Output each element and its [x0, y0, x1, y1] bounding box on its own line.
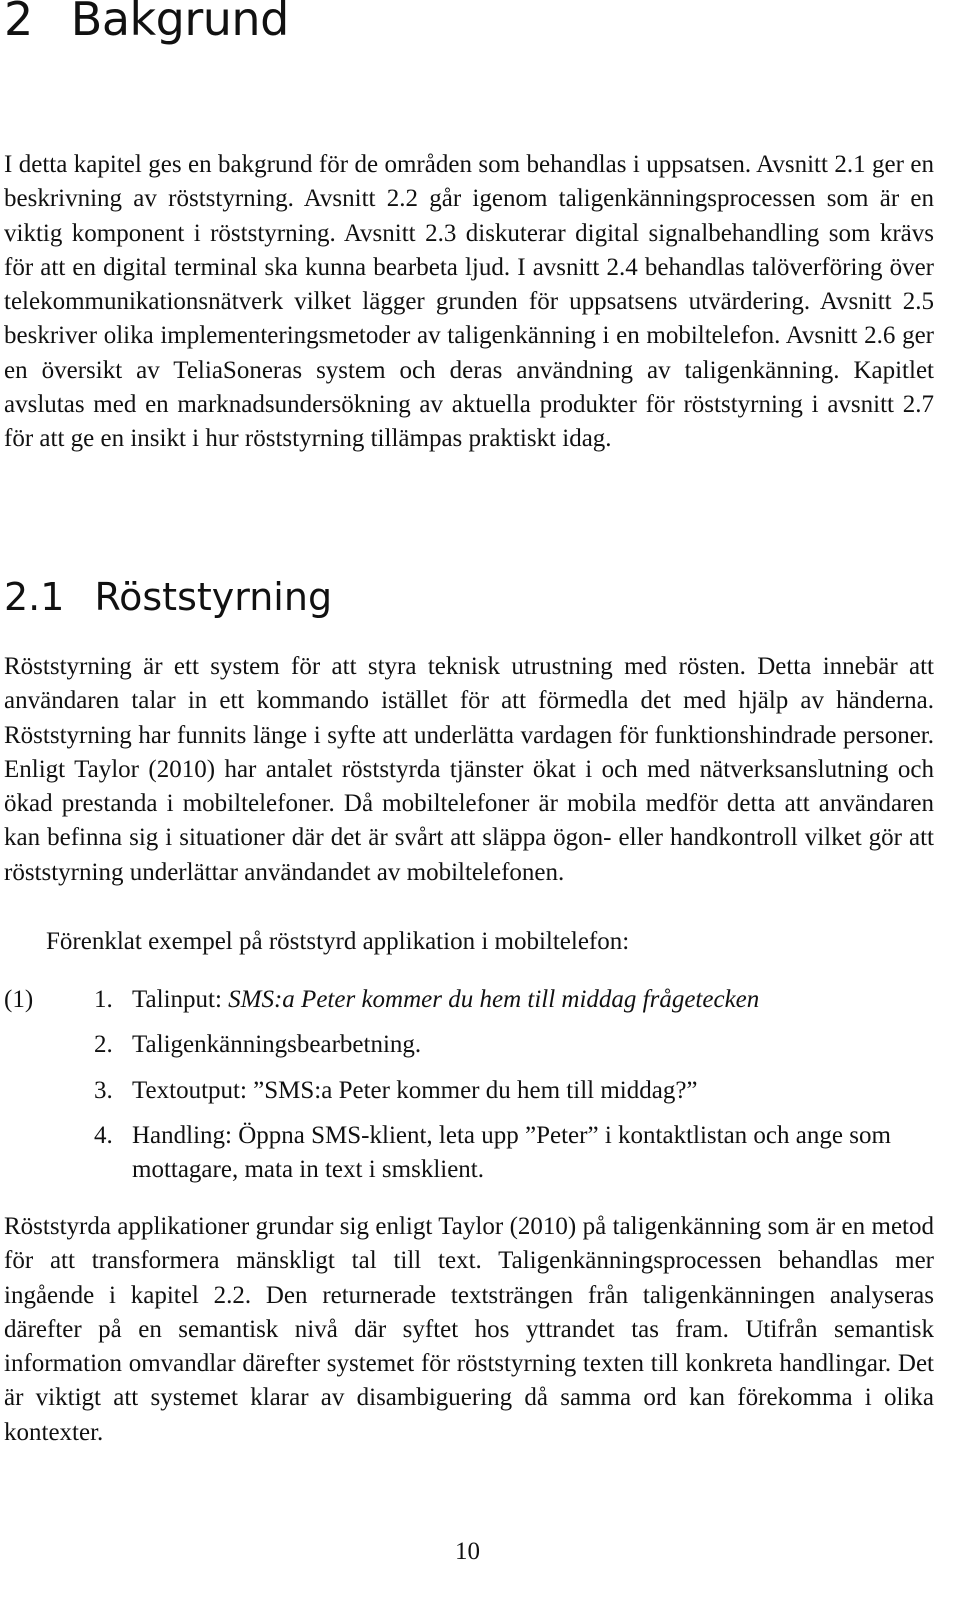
step-text: Taligenkänningsbearbetning.: [132, 1031, 422, 1059]
example-number: (1): [4, 986, 34, 1013]
step-text: SMS:a Peter kommer du hem till middag frågetecken: [228, 986, 760, 1013]
page-number: 10: [455, 1538, 480, 1565]
step-number: 4.: [94, 1121, 113, 1149]
step-number: 1.: [94, 986, 113, 1013]
step-label: Talinput:: [132, 986, 222, 1013]
step-text: Handling: Öppna SMS-klient, leta upp ”Peter” i kontaktlistan och ange som mottagare, mata in text i smsklient.: [132, 1121, 891, 1184]
list-item: [94, 1074, 934, 1108]
body-paragraph: Röststyrning är ett system för att styra teknisk utrustning med rösten. Detta innebär att användaren talar in ett kommando istället för att förmedla det med hjälp av händerna. Röststyrning har funnits länge i syfte att underlätta vardagen för funktionshindrade personer. Enligt Taylor (2010) har antalet röststyrda tjänster ökat i och med nätverksanslutning och ökad prestanda i mobiltelefoner. Då mobiltelefoner är mobila medför detta att användaren kan befinna sig i situationer där det är svårt att släppa ögon- eller handkontroll vilket gör att röststyrning underlättar användandet av mobiltelefonen.: [4, 653, 934, 886]
chapter-number: 2: [4, 0, 33, 46]
list-item: [94, 1028, 934, 1062]
section-number: 2.1: [4, 575, 65, 619]
step-number: 3.: [94, 1076, 113, 1104]
example-steps-list: [94, 983, 934, 1198]
chapter-title: Bakgrund: [70, 0, 289, 46]
step-text: Textoutput: ”SMS:a Peter kommer du hem till middag?”: [132, 1076, 698, 1104]
list-item: [94, 983, 934, 1017]
intro-paragraph: I detta kapitel ges en bakgrund för de områden som behandlas i uppsatsen. Avsnitt 2.1 ger en beskrivning av röststyrning. Avsnitt 2.2 går igenom taligenkänningsprocessen som är en viktig komponent i röststyrning. Avsnitt 2.3 diskuterar digital signalbehandling som krävs för att en digital terminal ska kunna bearbeta ljud. I avsnitt 2.4 behandlas talöverföring över telekommunikationsnätverk vilket lägger grunden för uppsatsens utvärdering. Avsnitt 2.5 beskriver olika implementeringsmetoder av taligenkänning i en mobiltelefon. Avsnitt 2.6 ger en översikt av TeliaSoneras system och deras användning av taligenkänning. Kapitlet avslutas med en marknadsundersökning av aktuella produkter för röststyrning i avsnitt 2.7 för att ge en insikt i hur röststyrning tillämpas praktiskt idag.: [4, 151, 934, 453]
example-intro-paragraph: Förenklat exempel på röststyrd applikation i mobiltelefon:: [46, 928, 630, 955]
section-title: Röststyrning: [94, 575, 333, 619]
section-heading: [4, 575, 332, 619]
step-number: 2.: [94, 1031, 113, 1059]
list-item: [94, 1119, 934, 1188]
body-paragraph: Röststyrda applikationer grundar sig enligt Taylor (2010) på taligenkänning som är en metod för att transformera mänskligt tal till text. Taligenkänningsprocessen behandlas mer ingående i kapitel 2.2. Den returnerade textsträngen från taligenkänningen analyseras därefter på en semantisk nivå där syftet hos yttrandet tas fram. Utifrån semantisk information omvandlar därefter systemet för röststyrning texten till konkreta handlingar. Det är viktigt att systemet klarar av disambiguering då samma ord kan förekomma i olika kontexter.: [4, 1213, 934, 1446]
chapter-heading: [4, 0, 289, 46]
